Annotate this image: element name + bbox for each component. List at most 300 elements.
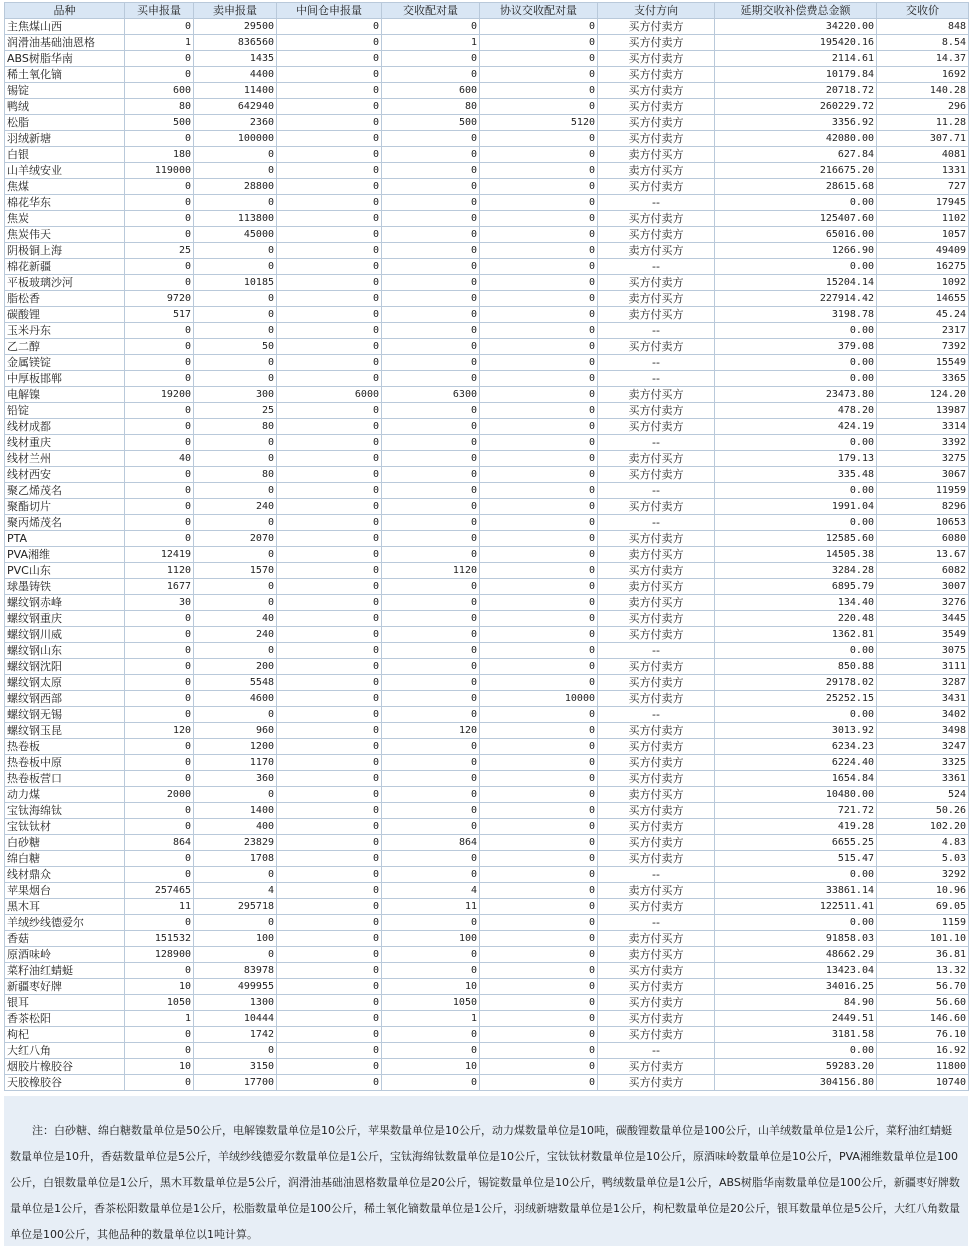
cell-match-qty: 0: [382, 947, 480, 963]
table-row: [5, 403, 969, 419]
cell-sell-qty: 0: [194, 483, 277, 499]
table-row: [5, 307, 969, 323]
table-row: [5, 275, 969, 291]
cell-fee-total: 10480.00: [715, 787, 877, 803]
cell-sell-qty: 0: [194, 643, 277, 659]
cell-delivery-price: 3275: [877, 451, 969, 467]
table-row: [5, 259, 969, 275]
cell-delivery-price: 3007: [877, 579, 969, 595]
cell-delivery-price: 140.28: [877, 83, 969, 99]
cell-pay-direction: 买方付卖方: [598, 115, 715, 131]
table-row: [5, 947, 969, 963]
cell-sell-qty: 240: [194, 499, 277, 515]
cell-agreement-qty: 0: [480, 579, 598, 595]
cell-fee-total: 721.72: [715, 803, 877, 819]
cell-product-name: 线材鼎众: [5, 867, 125, 883]
cell-buy-qty: 0: [125, 403, 194, 419]
cell-mid-qty: 0: [277, 787, 382, 803]
cell-delivery-price: 3549: [877, 627, 969, 643]
cell-match-qty: 0: [382, 131, 480, 147]
cell-buy-qty: 0: [125, 739, 194, 755]
cell-pay-direction: 卖方付买方: [598, 243, 715, 259]
cell-buy-qty: 25: [125, 243, 194, 259]
cell-pay-direction: 卖方付买方: [598, 931, 715, 947]
cell-sell-qty: 1742: [194, 1027, 277, 1043]
cell-product-name: 螺纹钢重庆: [5, 611, 125, 627]
cell-product-name: 苹果烟台: [5, 883, 125, 899]
cell-buy-qty: 0: [125, 51, 194, 67]
cell-agreement-qty: 0: [480, 659, 598, 675]
table-row: [5, 563, 969, 579]
cell-pay-direction: 买方付卖方: [598, 531, 715, 547]
cell-pay-direction: 买方付卖方: [598, 339, 715, 355]
cell-agreement-qty: 0: [480, 1075, 598, 1091]
cell-delivery-price: 10740: [877, 1075, 969, 1091]
cell-match-qty: 0: [382, 291, 480, 307]
cell-product-name: 螺纹钢赤峰: [5, 595, 125, 611]
table-row: [5, 515, 969, 531]
cell-delivery-price: 3445: [877, 611, 969, 627]
cell-mid-qty: 0: [277, 627, 382, 643]
cell-mid-qty: 0: [277, 467, 382, 483]
cell-match-qty: 0: [382, 19, 480, 35]
cell-buy-qty: 600: [125, 83, 194, 99]
cell-buy-qty: 40: [125, 451, 194, 467]
cell-pay-direction: --: [598, 515, 715, 531]
cell-sell-qty: 0: [194, 323, 277, 339]
table-row: [5, 595, 969, 611]
cell-buy-qty: 0: [125, 803, 194, 819]
cell-agreement-qty: 0: [480, 83, 598, 99]
cell-buy-qty: 0: [125, 515, 194, 531]
cell-product-name: 玉米丹东: [5, 323, 125, 339]
table-row: [5, 339, 969, 355]
cell-sell-qty: 0: [194, 547, 277, 563]
cell-product-name: 螺纹钢山东: [5, 643, 125, 659]
cell-fee-total: 59283.20: [715, 1059, 877, 1075]
cell-mid-qty: 0: [277, 835, 382, 851]
cell-delivery-price: 3431: [877, 691, 969, 707]
cell-buy-qty: 0: [125, 371, 194, 387]
cell-agreement-qty: 0: [480, 19, 598, 35]
cell-delivery-price: 3067: [877, 467, 969, 483]
cell-delivery-price: 102.20: [877, 819, 969, 835]
table-body: [5, 19, 969, 1091]
cell-fee-total: 6224.40: [715, 755, 877, 771]
cell-match-qty: 0: [382, 627, 480, 643]
cell-product-name: 铅锭: [5, 403, 125, 419]
cell-fee-total: 260229.72: [715, 99, 877, 115]
cell-product-name: 稀土氧化镝: [5, 67, 125, 83]
cell-pay-direction: 买方付卖方: [598, 899, 715, 915]
cell-mid-qty: 0: [277, 979, 382, 995]
cell-sell-qty: 0: [194, 371, 277, 387]
cell-product-name: 线材成都: [5, 419, 125, 435]
cell-buy-qty: 0: [125, 227, 194, 243]
cell-product-name: 黑木耳: [5, 899, 125, 915]
cell-delivery-price: 4.83: [877, 835, 969, 851]
cell-agreement-qty: 0: [480, 323, 598, 339]
table-row: [5, 51, 969, 67]
cell-fee-total: 478.20: [715, 403, 877, 419]
cell-mid-qty: 0: [277, 803, 382, 819]
cell-sell-qty: 23829: [194, 835, 277, 851]
cell-pay-direction: 买方付卖方: [598, 467, 715, 483]
col-header-direction: 支付方向: [598, 3, 715, 19]
cell-fee-total: 28615.68: [715, 179, 877, 195]
cell-pay-direction: 卖方付买方: [598, 595, 715, 611]
cell-pay-direction: 买方付卖方: [598, 835, 715, 851]
cell-agreement-qty: 0: [480, 947, 598, 963]
cell-delivery-price: 296: [877, 99, 969, 115]
cell-delivery-price: 1159: [877, 915, 969, 931]
cell-product-name: 原酒味岭: [5, 947, 125, 963]
cell-match-qty: 0: [382, 707, 480, 723]
cell-fee-total: 6234.23: [715, 739, 877, 755]
cell-sell-qty: 0: [194, 1043, 277, 1059]
cell-fee-total: 424.19: [715, 419, 877, 435]
cell-delivery-price: 5.03: [877, 851, 969, 867]
cell-match-qty: 0: [382, 195, 480, 211]
cell-match-qty: 0: [382, 579, 480, 595]
cell-product-name: 烟胶片橡胶谷: [5, 1059, 125, 1075]
cell-product-name: 宝钛海绵钛: [5, 803, 125, 819]
cell-fee-total: 850.88: [715, 659, 877, 675]
cell-fee-total: 134.40: [715, 595, 877, 611]
cell-buy-qty: 0: [125, 851, 194, 867]
cell-buy-qty: 0: [125, 211, 194, 227]
cell-fee-total: 0.00: [715, 435, 877, 451]
cell-buy-qty: 19200: [125, 387, 194, 403]
cell-match-qty: 600: [382, 83, 480, 99]
cell-product-name: 电解镍: [5, 387, 125, 403]
cell-buy-qty: 0: [125, 915, 194, 931]
cell-delivery-price: 1057: [877, 227, 969, 243]
cell-buy-qty: 1120: [125, 563, 194, 579]
cell-buy-qty: 120: [125, 723, 194, 739]
cell-pay-direction: 买方付卖方: [598, 35, 715, 51]
cell-sell-qty: 0: [194, 915, 277, 931]
cell-sell-qty: 0: [194, 195, 277, 211]
cell-pay-direction: 买方付卖方: [598, 211, 715, 227]
table-row: [5, 675, 969, 691]
cell-mid-qty: 0: [277, 931, 382, 947]
cell-agreement-qty: 0: [480, 355, 598, 371]
cell-product-name: 羽绒新塘: [5, 131, 125, 147]
cell-sell-qty: 0: [194, 243, 277, 259]
cell-agreement-qty: 0: [480, 643, 598, 659]
cell-agreement-qty: 0: [480, 51, 598, 67]
cell-sell-qty: 25: [194, 403, 277, 419]
cell-agreement-qty: 0: [480, 291, 598, 307]
cell-sell-qty: 0: [194, 595, 277, 611]
table-row: [5, 483, 969, 499]
cell-match-qty: 0: [382, 435, 480, 451]
cell-pay-direction: --: [598, 915, 715, 931]
cell-buy-qty: 0: [125, 259, 194, 275]
cell-agreement-qty: 0: [480, 867, 598, 883]
cell-agreement-qty: 0: [480, 835, 598, 851]
cell-delivery-price: 16275: [877, 259, 969, 275]
delivery-table: [4, 2, 969, 1091]
cell-match-qty: 0: [382, 499, 480, 515]
cell-mid-qty: 0: [277, 723, 382, 739]
cell-mid-qty: 0: [277, 131, 382, 147]
cell-delivery-price: 11959: [877, 483, 969, 499]
cell-mid-qty: 0: [277, 1059, 382, 1075]
cell-fee-total: 304156.80: [715, 1075, 877, 1091]
table-row: [5, 755, 969, 771]
cell-pay-direction: 卖方付买方: [598, 291, 715, 307]
cell-match-qty: 0: [382, 755, 480, 771]
cell-delivery-price: 49409: [877, 243, 969, 259]
table-row: [5, 899, 969, 915]
table-row: [5, 99, 969, 115]
cell-buy-qty: 1050: [125, 995, 194, 1011]
cell-product-name: 阴极铜上海: [5, 243, 125, 259]
cell-sell-qty: 3150: [194, 1059, 277, 1075]
table-row: [5, 419, 969, 435]
cell-agreement-qty: 0: [480, 1027, 598, 1043]
cell-pay-direction: 买方付卖方: [598, 1059, 715, 1075]
cell-sell-qty: 0: [194, 355, 277, 371]
cell-sell-qty: 295718: [194, 899, 277, 915]
cell-mid-qty: 0: [277, 515, 382, 531]
cell-buy-qty: 257465: [125, 883, 194, 899]
cell-fee-total: 10179.84: [715, 67, 877, 83]
cell-agreement-qty: 5120: [480, 115, 598, 131]
cell-pay-direction: 买方付卖方: [598, 979, 715, 995]
cell-fee-total: 42080.00: [715, 131, 877, 147]
cell-fee-total: 1266.90: [715, 243, 877, 259]
cell-product-name: 热卷板中原: [5, 755, 125, 771]
col-header-mid: 中间仓申报量: [277, 3, 382, 19]
cell-agreement-qty: 0: [480, 931, 598, 947]
cell-fee-total: 0.00: [715, 867, 877, 883]
cell-agreement-qty: 0: [480, 979, 598, 995]
table-row: [5, 115, 969, 131]
cell-mid-qty: 0: [277, 707, 382, 723]
cell-sell-qty: 11400: [194, 83, 277, 99]
cell-mid-qty: 0: [277, 947, 382, 963]
cell-product-name: 银耳: [5, 995, 125, 1011]
cell-pay-direction: 买方付卖方: [598, 851, 715, 867]
cell-agreement-qty: 0: [480, 227, 598, 243]
cell-pay-direction: --: [598, 707, 715, 723]
cell-product-name: 螺纹钢西部: [5, 691, 125, 707]
cell-buy-qty: 80: [125, 99, 194, 115]
cell-delivery-price: 16.92: [877, 1043, 969, 1059]
cell-mid-qty: 0: [277, 995, 382, 1011]
cell-product-name: 宝钛钛材: [5, 819, 125, 835]
table-row: [5, 819, 969, 835]
cell-pay-direction: --: [598, 195, 715, 211]
cell-product-name: 平板玻璃沙河: [5, 275, 125, 291]
cell-sell-qty: 1708: [194, 851, 277, 867]
cell-fee-total: 216675.20: [715, 163, 877, 179]
cell-agreement-qty: 0: [480, 899, 598, 915]
cell-match-qty: 100: [382, 931, 480, 947]
cell-buy-qty: 180: [125, 147, 194, 163]
cell-sell-qty: 642940: [194, 99, 277, 115]
cell-product-name: 中厚板邯郸: [5, 371, 125, 387]
cell-fee-total: 34220.00: [715, 19, 877, 35]
cell-fee-total: 0.00: [715, 323, 877, 339]
cell-pay-direction: 买方付卖方: [598, 739, 715, 755]
cell-product-name: 羊绒纱线德爱尔: [5, 915, 125, 931]
cell-buy-qty: 0: [125, 19, 194, 35]
cell-match-qty: 0: [382, 147, 480, 163]
cell-fee-total: 14505.38: [715, 547, 877, 563]
cell-buy-qty: 0: [125, 755, 194, 771]
cell-agreement-qty: 0: [480, 819, 598, 835]
cell-delivery-price: 1692: [877, 67, 969, 83]
table-row: [5, 627, 969, 643]
cell-pay-direction: --: [598, 371, 715, 387]
cell-sell-qty: 0: [194, 515, 277, 531]
cell-product-name: 热卷板: [5, 739, 125, 755]
cell-fee-total: 12585.60: [715, 531, 877, 547]
cell-match-qty: 0: [382, 963, 480, 979]
cell-pay-direction: --: [598, 643, 715, 659]
cell-mid-qty: 0: [277, 307, 382, 323]
cell-delivery-price: 3287: [877, 675, 969, 691]
cell-delivery-price: 3111: [877, 659, 969, 675]
cell-buy-qty: 864: [125, 835, 194, 851]
cell-pay-direction: 卖方付买方: [598, 579, 715, 595]
cell-buy-qty: 0: [125, 819, 194, 835]
cell-buy-qty: 1: [125, 1011, 194, 1027]
cell-product-name: 主焦煤山西: [5, 19, 125, 35]
cell-sell-qty: 1570: [194, 563, 277, 579]
cell-agreement-qty: 0: [480, 259, 598, 275]
cell-agreement-qty: 0: [480, 1059, 598, 1075]
cell-mid-qty: 0: [277, 371, 382, 387]
table-row: [5, 467, 969, 483]
cell-fee-total: 33861.14: [715, 883, 877, 899]
cell-buy-qty: 0: [125, 339, 194, 355]
cell-match-qty: 0: [382, 643, 480, 659]
cell-delivery-price: 101.10: [877, 931, 969, 947]
cell-pay-direction: 卖方付买方: [598, 883, 715, 899]
cell-delivery-price: 13987: [877, 403, 969, 419]
cell-delivery-price: 3325: [877, 755, 969, 771]
cell-buy-qty: 0: [125, 435, 194, 451]
cell-match-qty: 0: [382, 739, 480, 755]
cell-fee-total: 0.00: [715, 707, 877, 723]
col-header-agreement: 协议交收配对量: [480, 3, 598, 19]
cell-product-name: 球墨铸铁: [5, 579, 125, 595]
cell-buy-qty: 500: [125, 115, 194, 131]
cell-match-qty: 0: [382, 547, 480, 563]
cell-mid-qty: 0: [277, 163, 382, 179]
cell-product-name: 螺纹钢太原: [5, 675, 125, 691]
cell-pay-direction: 买方付卖方: [598, 67, 715, 83]
cell-mid-qty: 0: [277, 339, 382, 355]
cell-sell-qty: 80: [194, 419, 277, 435]
cell-agreement-qty: 0: [480, 739, 598, 755]
cell-product-name: 白砂糖: [5, 835, 125, 851]
cell-mid-qty: 0: [277, 147, 382, 163]
cell-sell-qty: 0: [194, 787, 277, 803]
cell-fee-total: 3284.28: [715, 563, 877, 579]
cell-mid-qty: 0: [277, 691, 382, 707]
cell-delivery-price: 8296: [877, 499, 969, 515]
cell-pay-direction: 卖方付买方: [598, 307, 715, 323]
table-row: [5, 387, 969, 403]
cell-fee-total: 379.08: [715, 339, 877, 355]
cell-sell-qty: 113800: [194, 211, 277, 227]
cell-delivery-price: 6080: [877, 531, 969, 547]
cell-match-qty: 0: [382, 915, 480, 931]
table-row: [5, 35, 969, 51]
cell-agreement-qty: 0: [480, 147, 598, 163]
cell-fee-total: 1654.84: [715, 771, 877, 787]
cell-mid-qty: 0: [277, 435, 382, 451]
cell-sell-qty: 300: [194, 387, 277, 403]
cell-fee-total: 125407.60: [715, 211, 877, 227]
cell-match-qty: 0: [382, 851, 480, 867]
col-header-fee: 延期交收补偿费总金额: [715, 3, 877, 19]
table-row: [5, 163, 969, 179]
cell-sell-qty: 80: [194, 467, 277, 483]
cell-product-name: 润滑油基础油恩格: [5, 35, 125, 51]
cell-mid-qty: 0: [277, 851, 382, 867]
cell-pay-direction: 卖方付买方: [598, 163, 715, 179]
cell-mid-qty: 0: [277, 323, 382, 339]
cell-agreement-qty: 0: [480, 1043, 598, 1059]
cell-fee-total: 2449.51: [715, 1011, 877, 1027]
cell-fee-total: 2114.61: [715, 51, 877, 67]
cell-match-qty: 0: [382, 515, 480, 531]
cell-mid-qty: 0: [277, 1011, 382, 1027]
cell-sell-qty: 400: [194, 819, 277, 835]
table-row: [5, 707, 969, 723]
cell-delivery-price: 69.05: [877, 899, 969, 915]
cell-fee-total: 15204.14: [715, 275, 877, 291]
cell-fee-total: 220.48: [715, 611, 877, 627]
cell-product-name: 天胶橡胶谷: [5, 1075, 125, 1091]
cell-buy-qty: 0: [125, 691, 194, 707]
cell-match-qty: 0: [382, 483, 480, 499]
cell-match-qty: 0: [382, 275, 480, 291]
cell-sell-qty: 200: [194, 659, 277, 675]
cell-agreement-qty: 0: [480, 387, 598, 403]
cell-agreement-qty: 0: [480, 963, 598, 979]
cell-match-qty: 1: [382, 1011, 480, 1027]
cell-buy-qty: 0: [125, 131, 194, 147]
cell-pay-direction: --: [598, 259, 715, 275]
cell-match-qty: 6300: [382, 387, 480, 403]
cell-mid-qty: 0: [277, 291, 382, 307]
cell-fee-total: 6655.25: [715, 835, 877, 851]
cell-pay-direction: 买方付卖方: [598, 755, 715, 771]
cell-pay-direction: 买方付卖方: [598, 83, 715, 99]
cell-mid-qty: 0: [277, 1075, 382, 1091]
cell-product-name: 山羊绒安业: [5, 163, 125, 179]
cell-match-qty: 0: [382, 371, 480, 387]
cell-agreement-qty: 0: [480, 211, 598, 227]
cell-mid-qty: 0: [277, 659, 382, 675]
cell-pay-direction: 买方付卖方: [598, 563, 715, 579]
col-header-price: 交收价: [877, 3, 969, 19]
cell-product-name: 聚丙烯茂名: [5, 515, 125, 531]
table-row: [5, 1011, 969, 1027]
cell-match-qty: 0: [382, 467, 480, 483]
cell-match-qty: 0: [382, 355, 480, 371]
table-row: [5, 867, 969, 883]
cell-fee-total: 0.00: [715, 355, 877, 371]
